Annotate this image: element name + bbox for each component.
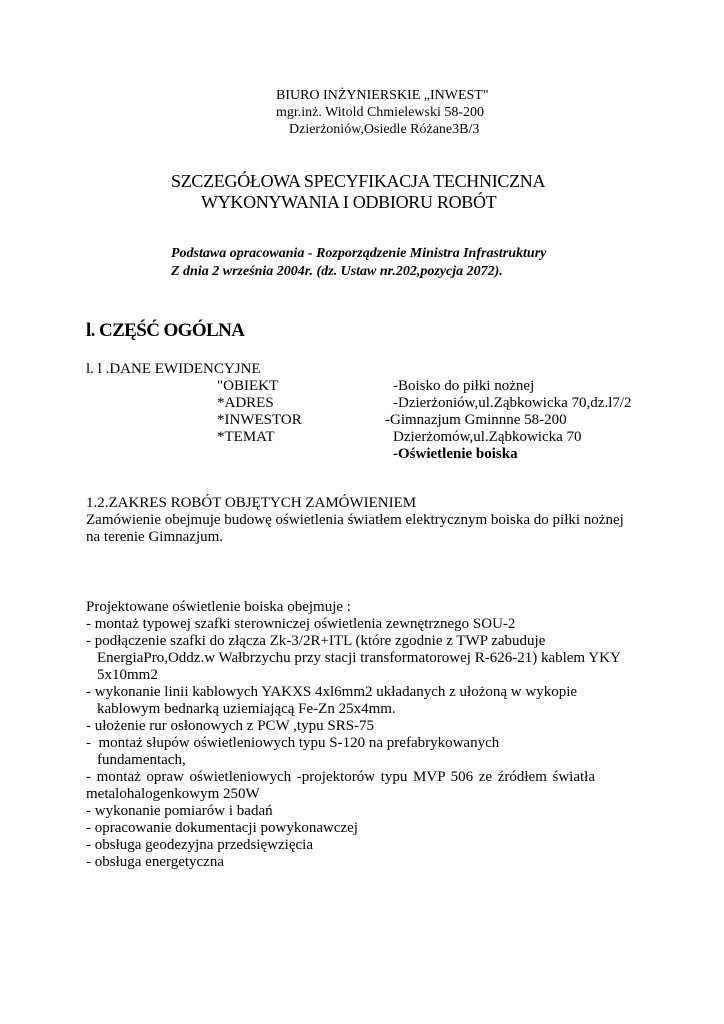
basis-line2: Z dnia 2 września 2004r. (dz. Ustaw nr.202,pozycja 2072).: [171, 264, 503, 279]
list-item-continuation: metalohalogenkowym 250W: [86, 786, 260, 802]
record-value-topic: Dzierżomów,ul.Ząbkowicka 70: [393, 429, 582, 445]
header-address: Dzierżoniów,Osiedle Różane3B/3: [289, 122, 480, 137]
record-label-address: *ADRES: [217, 395, 274, 411]
list-item-continuation: 5x10mm2: [97, 667, 158, 683]
list-item: - montaż opraw oświetleniowych -projektorów typu MVP 506 ze źródłem światła: [86, 769, 595, 785]
record-label-topic: *TEMAT: [217, 429, 275, 445]
subsection-heading-1-1: l. l .DANE EWIDENCYJNE: [86, 361, 261, 377]
list-item: - wykonanie pomiarów i badań: [86, 803, 273, 819]
list-item-continuation: kablowym bednarką uziemiającą Fe-Zn 25x4mm.: [97, 701, 396, 717]
scope-paragraph-line2: na terenie Gimnazjum.: [86, 529, 224, 545]
list-item: - podłączenie szafki do złącza Zk-3/2R+ITL (które zgodnie z TWP zabuduje: [86, 633, 546, 649]
record-value-topic-bold: -Oświetlenie boiska: [393, 446, 518, 462]
header-engineer: mgr.inż. Witold Chmielewski 58-200: [276, 105, 484, 120]
section-title: l. CZĘŚĆ OGÓLNA: [86, 320, 245, 341]
list-item: - montaż słupów oświetleniowych typu S-120 na prefabrykowanych: [86, 735, 500, 751]
list-item: - obsługa energetyczna: [86, 854, 224, 870]
subsection-heading-1-2: 1.2.ZAKRES ROBÓT OBJĘTYCH ZAMÓWIENIEM: [86, 495, 417, 511]
record-label-object: "OBIEKT: [217, 378, 279, 394]
document-title-line2: WYKONYWANIA I ODBIORU ROBÓT: [201, 192, 497, 212]
list-item-continuation: fundamentach,: [97, 752, 186, 768]
scope-intro: Projektowane oświetlenie boiska obejmuje :: [86, 599, 351, 615]
basis-line1: Podstawa opracowania - Rozporządzenie Ministra Infrastruktury: [171, 246, 547, 261]
list-item-continuation: EnergiaPro,Oddz.w Wałbrzychu przy stacji transformatorowej R-626-21) kablem YKY: [97, 650, 621, 666]
record-value-object: -Boisko do piłki nożnej: [393, 378, 535, 394]
document-title-line1: SZCZEGÓŁOWA SPECYFIKACJA TECHNICZNA: [171, 171, 546, 191]
list-item: - wykonanie linii kablowych YAKXS 4xl6mm2 układanych z ułożoną w wykopie: [86, 684, 578, 700]
list-item: - ułożenie rur osłonowych z PCW ,typu SRS-75: [86, 718, 375, 734]
record-label-investor: *INWESTOR: [217, 412, 302, 428]
list-item: - obsługa geodezyjna przedsięwzięcia: [86, 837, 313, 853]
list-item: - opracowanie dokumentacji powykonawczej: [86, 820, 358, 836]
list-item: - montaż typowej szafki sterowniczej oświetlenia zewnętrznego SOU-2: [86, 616, 516, 632]
record-value-address: -Dzierżoniów,ul.Ząbkowicka 70,dz.l7/2: [393, 395, 632, 411]
scope-paragraph-line1: Zamówienie obejmuje budowę oświetlenia światłem elektrycznym boiska do piłki nożnej: [86, 512, 624, 528]
record-value-investor: -Gimnazjum Gminnne 58-200: [385, 412, 567, 428]
header-company-name: BIURO INŻYNIERSKIE „INWEST": [276, 88, 489, 103]
